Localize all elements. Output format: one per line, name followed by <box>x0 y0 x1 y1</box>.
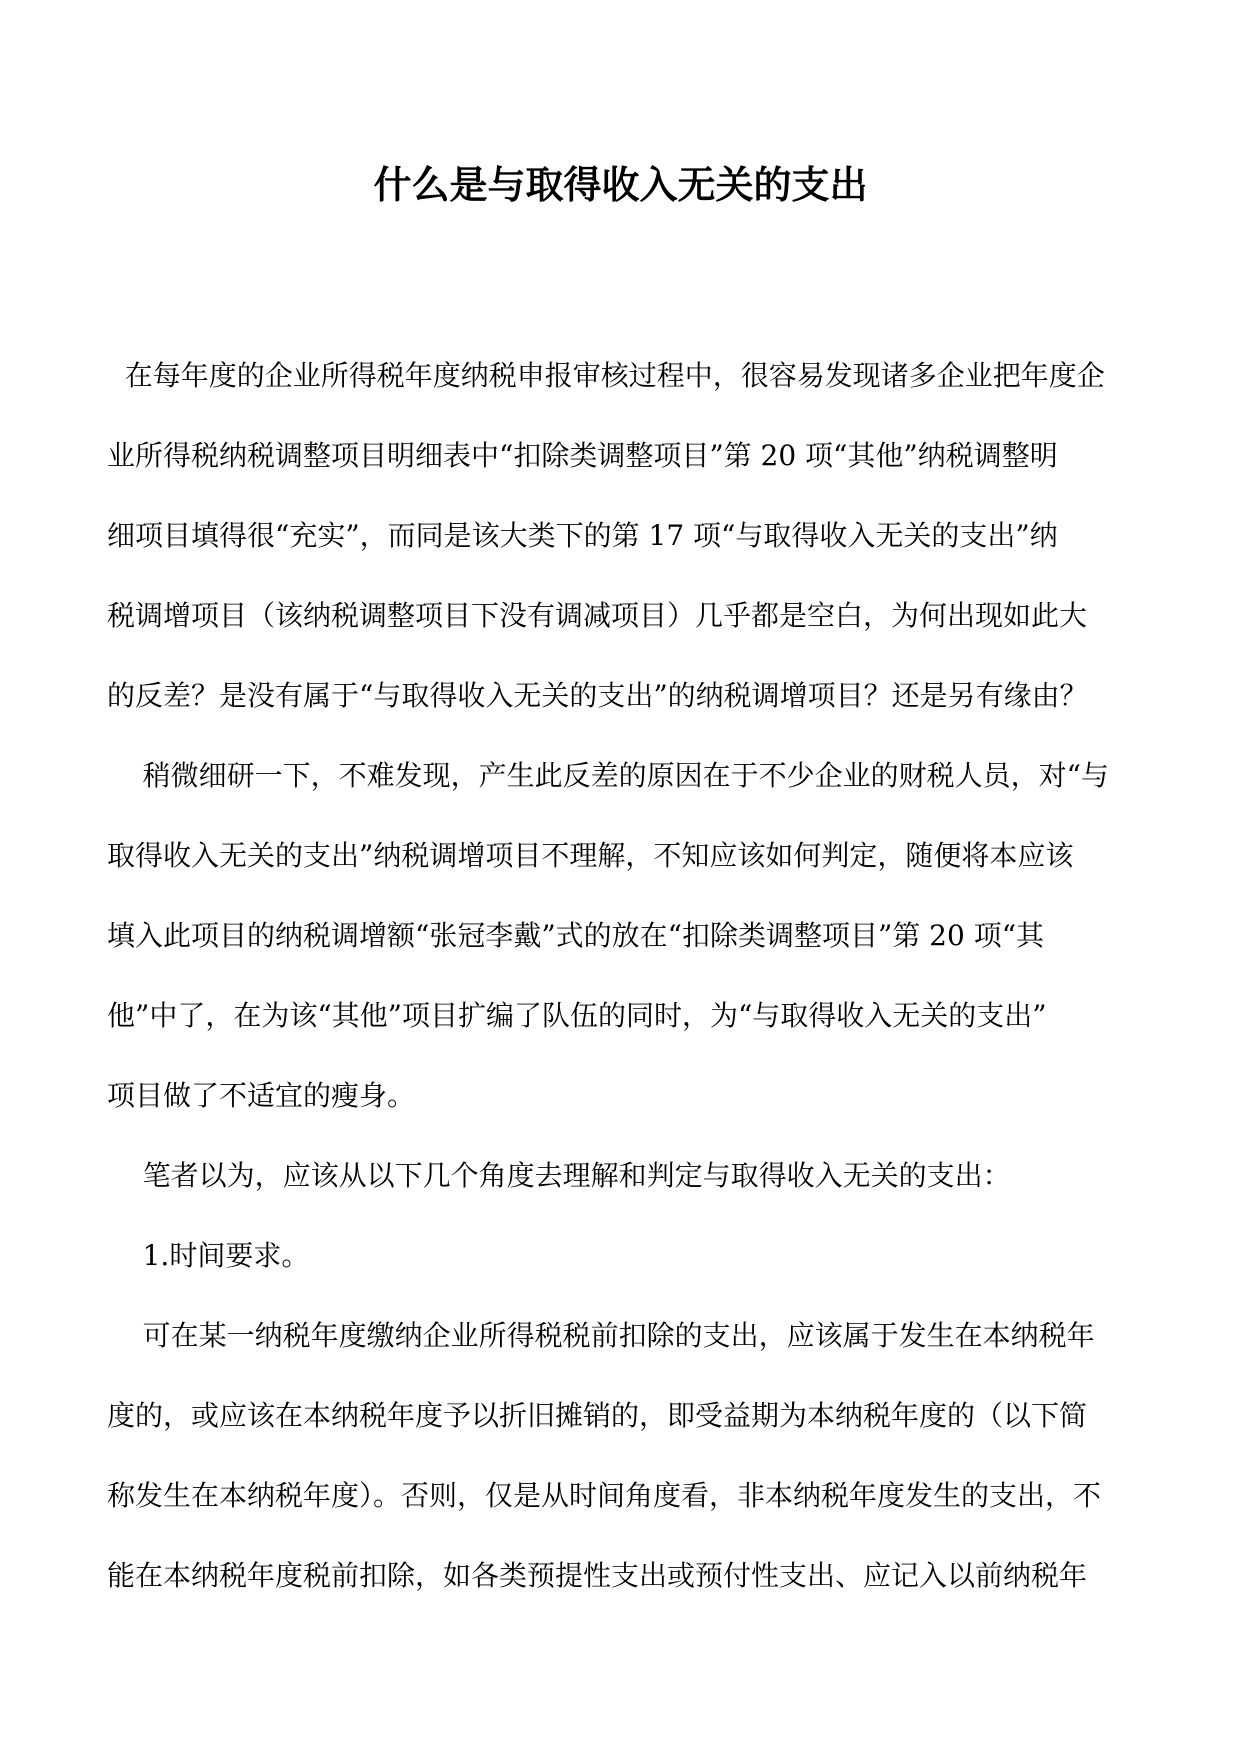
text-line: 稍微细研一下，不难发现，产生此反差的原因在于不少企业的财税人员，对“与 <box>107 759 1109 792</box>
text-line: 取得收入无关的支出”纳税调增项目不理解，不知应该如何判定，随便将本应该 <box>107 839 1074 872</box>
text-line: 的反差？是没有属于“与取得收入无关的支出”的纳税调增项目？还是另有缘由？ <box>107 679 1088 712</box>
text-line: 能在本纳税年度税前扣除，如各类预提性支出或预付性支出、应记入以前纳税年 <box>107 1559 1088 1592</box>
text-line: 业所得税纳税调整项目明细表中“扣除类调整项目”第 20 项“其他”纳税调整明 <box>107 439 1058 472</box>
text-line: 可在某一纳税年度缴纳企业所得税税前扣除的支出，应该属于发生在本纳税年 <box>107 1319 1095 1352</box>
document-title: 什么是与取得收入无关的支出 <box>373 162 868 207</box>
text-line: 填入此项目的纳税调增额“张冠李戴”式的放在“扣除类调整项目”第 20 项“其 <box>107 919 1045 952</box>
text-line: 他”中了，在为该“其他”项目扩编了队伍的同时，为“与取得收入无关的支出” <box>107 999 1047 1032</box>
text-line: 称发生在本纳税年度）。否则，仅是从时间角度看，非本纳税年度发生的支出，不 <box>107 1479 1102 1512</box>
text-line: 度的，或应该在本纳税年度予以折旧摊销的，即受益期为本纳税年度的（以下简 <box>107 1399 1088 1432</box>
text-line: 笔者以为，应该从以下几个角度去理解和判定与取得收入无关的支出： <box>107 1159 1011 1192</box>
document-body <box>107 336 1137 1616</box>
text-line: 在每年度的企业所得税年度纳税申报审核过程中，很容易发现诸多企业把年度企 <box>107 359 1105 392</box>
text-line: 项目做了不适宜的瘦身。 <box>107 1079 416 1112</box>
text-line: 1.时间要求。 <box>107 1239 310 1272</box>
text-line: 细项目填得很“充实”，而同是该大类下的第 17 项“与取得收入无关的支出”纳 <box>107 519 1058 552</box>
text-line: 税调增项目（该纳税调整项目下没有调减项目）几乎都是空白，为何出现如此大 <box>107 599 1088 632</box>
